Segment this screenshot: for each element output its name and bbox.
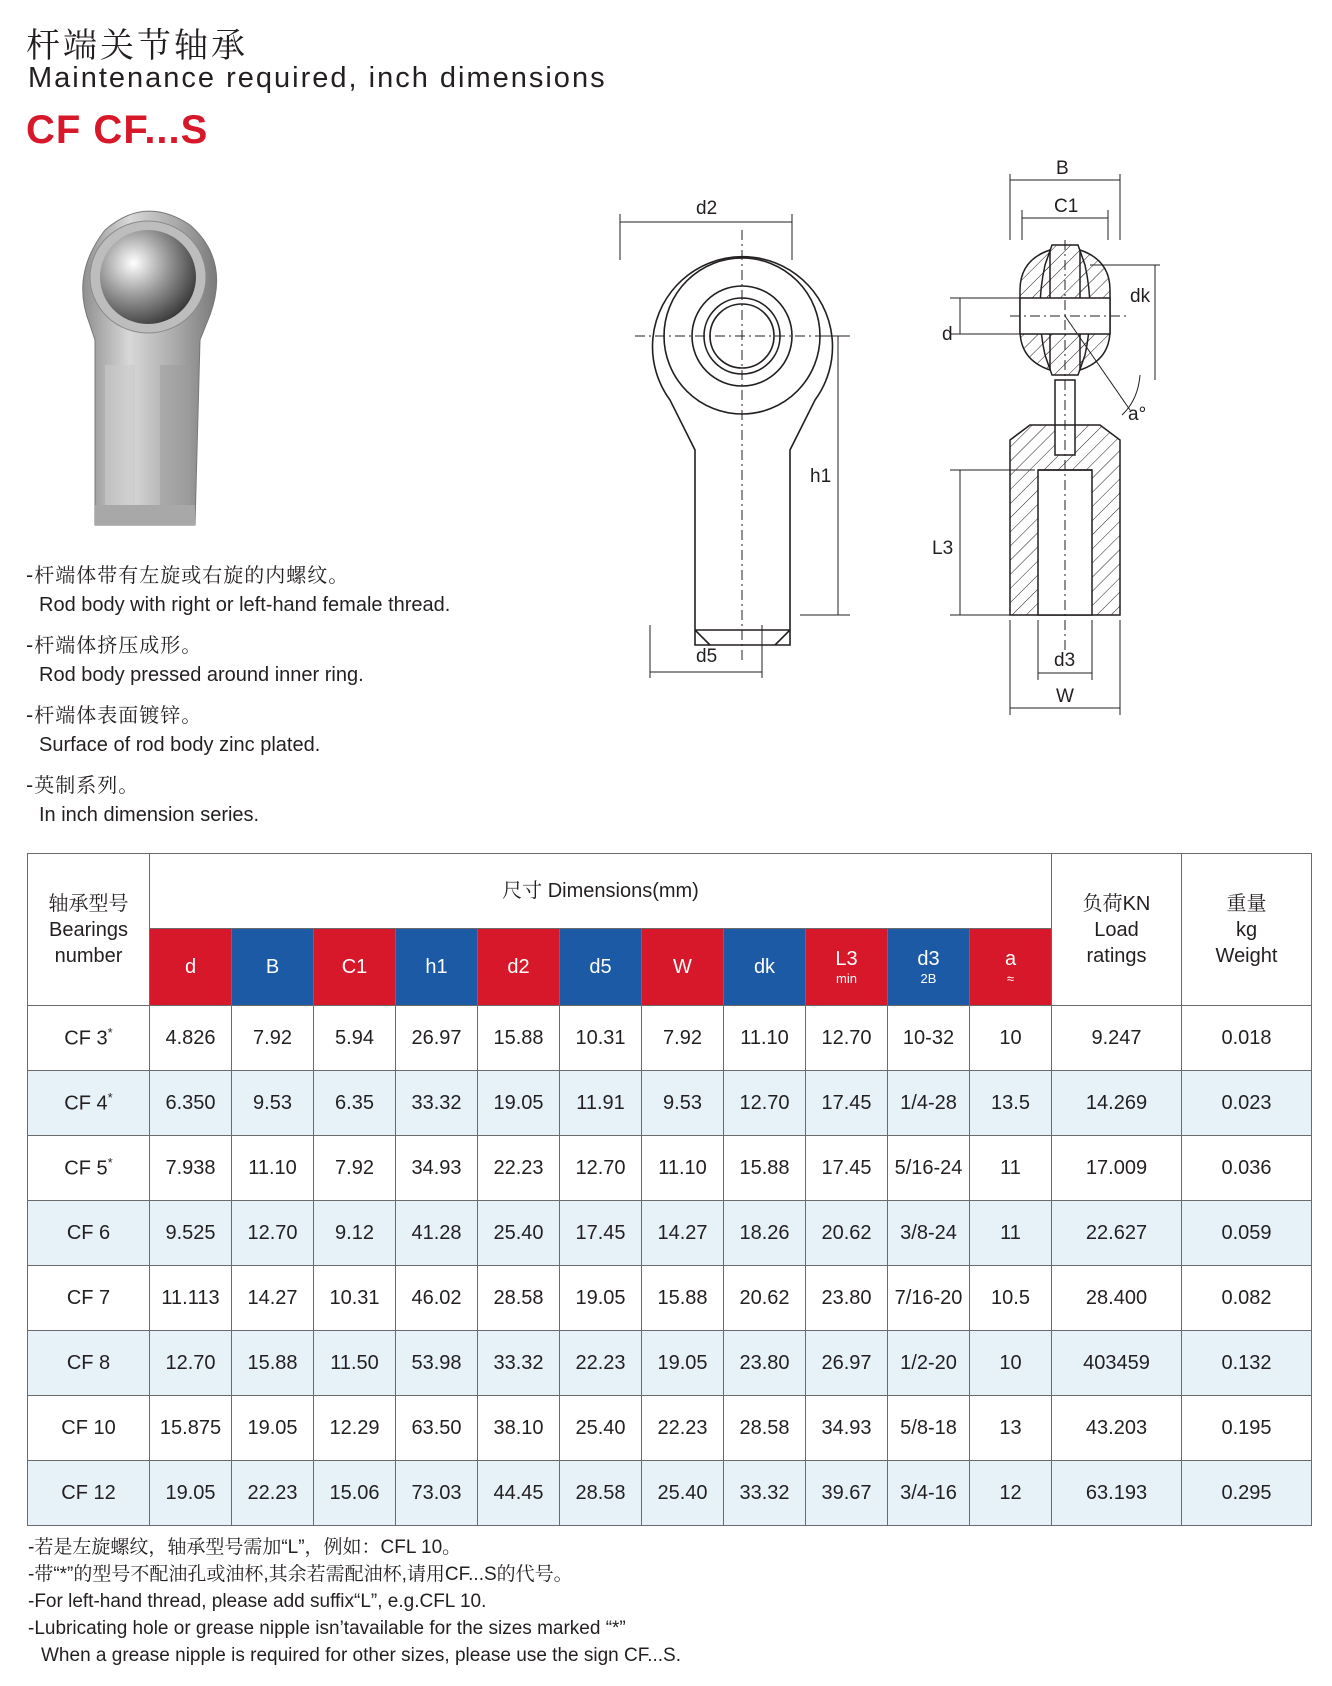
dimension-cell: 10.31 <box>560 1006 642 1071</box>
load-header-en1: Load <box>1094 918 1139 941</box>
dimension-cell: 26.97 <box>396 1006 478 1071</box>
model-cell <box>28 1201 150 1266</box>
dimension-cell: 23.80 <box>806 1266 888 1331</box>
label-B: B <box>1056 158 1069 179</box>
label-d5: d5 <box>696 646 718 667</box>
note-line: -For left-hand thread, please add suffix“L”, e.g.CFL 10. <box>28 1591 487 1612</box>
dimension-cell: 63.50 <box>396 1396 478 1461</box>
load-header-en2: ratings <box>1086 944 1147 967</box>
dimension-cell: 12.70 <box>806 1006 888 1071</box>
dimension-cell: 19.05 <box>642 1331 724 1396</box>
label-a: a° <box>1128 404 1147 425</box>
weight-header-en: Weight <box>1215 944 1278 967</box>
model-header-cn: 轴承型号 <box>48 892 129 915</box>
column-subscript: min <box>836 971 857 986</box>
dimension-cell: 22.23 <box>642 1396 724 1461</box>
dimension-cell: 22.23 <box>560 1331 642 1396</box>
feature-en: Rod body with right or left-hand female thread. <box>39 594 451 616</box>
column-symbol: B <box>265 956 280 978</box>
no-lube-marker: * <box>107 1155 113 1171</box>
table-row <box>28 1006 1312 1071</box>
dimension-cell: 7/16-20 <box>888 1266 970 1331</box>
model-number: CF 12 <box>61 1481 116 1504</box>
column-header-d2 <box>478 929 560 1006</box>
column-symbol: dk <box>753 956 776 978</box>
column-symbol: a <box>1004 948 1017 970</box>
column-symbol: d <box>184 956 197 978</box>
dimension-cell: 12.70 <box>150 1331 232 1396</box>
dimension-cell: 26.97 <box>806 1331 888 1396</box>
dimension-cell: 19.05 <box>560 1266 642 1331</box>
load-cell: 63.193 <box>1052 1461 1182 1526</box>
dimension-cell: 3/8-24 <box>888 1201 970 1266</box>
dimension-cell: 10 <box>970 1331 1052 1396</box>
load-header <box>1052 854 1182 1006</box>
dimension-cell: 33.32 <box>724 1461 806 1526</box>
load-header-cn: 负荷KN <box>1082 892 1151 915</box>
load-cell: 403459 <box>1052 1331 1182 1396</box>
model-number: CF 7 <box>66 1286 111 1309</box>
dimension-cell: 41.28 <box>396 1201 478 1266</box>
column-header-l3 <box>806 929 888 1006</box>
weight-cell: 0.295 <box>1182 1461 1312 1526</box>
dimension-cell: 11.50 <box>314 1331 396 1396</box>
dimension-cell: 1/4-28 <box>888 1071 970 1136</box>
dimension-cell: 11.10 <box>642 1136 724 1201</box>
dimension-cell: 7.938 <box>150 1136 232 1201</box>
column-header-dk <box>724 929 806 1006</box>
dimension-cell: 7.92 <box>314 1136 396 1201</box>
feature-en: In inch dimension series. <box>39 804 260 826</box>
load-cell: 43.203 <box>1052 1396 1182 1461</box>
column-header-w <box>642 929 724 1006</box>
dimension-cell: 10 <box>970 1006 1052 1071</box>
label-W: W <box>1056 686 1074 707</box>
note-line: When a grease nipple is required for other sizes, please use the sign CF...S. <box>41 1645 682 1666</box>
feature-cn: -杆端体表面镀锌。 <box>26 703 203 727</box>
dimension-cell: 15.88 <box>232 1331 314 1396</box>
dimension-cell: 19.05 <box>478 1071 560 1136</box>
weight-cell: 0.132 <box>1182 1331 1312 1396</box>
dimension-cell: 33.32 <box>396 1071 478 1136</box>
dimension-cell: 12.70 <box>560 1136 642 1201</box>
dimension-cell: 15.06 <box>314 1461 396 1526</box>
dimensions-header: 尺寸 Dimensions(mm) <box>150 854 1052 929</box>
dimension-cell: 10.31 <box>314 1266 396 1331</box>
feature-cn: -英制系列。 <box>26 773 140 797</box>
table-row <box>28 1201 1312 1266</box>
no-lube-marker: * <box>107 1025 113 1041</box>
dimension-cell: 9.525 <box>150 1201 232 1266</box>
weight-cell: 0.059 <box>1182 1201 1312 1266</box>
label-d3: d3 <box>1054 650 1076 671</box>
model-cell <box>28 1331 150 1396</box>
column-symbol: W <box>673 956 692 978</box>
table-row <box>28 1071 1312 1136</box>
dimension-cell: 10.5 <box>970 1266 1052 1331</box>
dimension-cell: 1/2-20 <box>888 1331 970 1396</box>
dimension-cell: 5/16-24 <box>888 1136 970 1201</box>
dimension-cell: 12.70 <box>232 1201 314 1266</box>
dimension-cell: 18.26 <box>724 1201 806 1266</box>
dimension-cell: 19.05 <box>232 1396 314 1461</box>
dimension-cell: 25.40 <box>642 1461 724 1526</box>
dimension-cell: 9.12 <box>314 1201 396 1266</box>
dimension-cell: 17.45 <box>806 1071 888 1136</box>
side-section-drawing <box>932 158 1250 780</box>
load-cell: 17.009 <box>1052 1136 1182 1201</box>
model-header <box>28 854 150 1006</box>
column-symbol: h1 <box>425 956 448 978</box>
column-symbol: C1 <box>341 956 368 978</box>
dimension-cell: 15.88 <box>724 1136 806 1201</box>
page-title-en: Maintenance required, inch dimensions <box>28 62 607 94</box>
feature-item <box>26 700 586 760</box>
dimension-cell: 33.32 <box>478 1331 560 1396</box>
dimension-cell: 25.40 <box>478 1201 560 1266</box>
dimension-cell: 7.92 <box>642 1006 724 1071</box>
weight-cell: 0.195 <box>1182 1396 1312 1461</box>
weight-header <box>1182 854 1312 1006</box>
model-header-en2: number <box>54 944 123 967</box>
dimension-cell: 34.93 <box>396 1136 478 1201</box>
dimension-cell: 25.40 <box>560 1396 642 1461</box>
dimension-cell: 15.875 <box>150 1396 232 1461</box>
front-view-drawing <box>640 200 920 740</box>
dimension-cell: 15.88 <box>642 1266 724 1331</box>
dimension-cell: 28.58 <box>724 1396 806 1461</box>
column-header-d5 <box>560 929 642 1006</box>
dimension-cell: 5.94 <box>314 1006 396 1071</box>
feature-en: Rod body pressed around inner ring. <box>39 664 364 686</box>
load-cell: 22.627 <box>1052 1201 1182 1266</box>
column-header-a <box>970 929 1052 1006</box>
model-number: CF 10 <box>61 1416 116 1439</box>
label-d2: d2 <box>696 198 718 219</box>
feature-item <box>26 770 586 830</box>
dimension-cell: 13.5 <box>970 1071 1052 1136</box>
load-cell: 28.400 <box>1052 1266 1182 1331</box>
weight-header-cn: 重量 <box>1226 892 1267 915</box>
weight-cell: 0.036 <box>1182 1136 1312 1201</box>
dimension-cell: 11 <box>970 1136 1052 1201</box>
dimension-cell: 14.27 <box>642 1201 724 1266</box>
dimension-cell: 23.80 <box>724 1331 806 1396</box>
label-L3: L3 <box>932 538 954 559</box>
dimension-cell: 13 <box>970 1396 1052 1461</box>
dimension-cell: 15.88 <box>478 1006 560 1071</box>
model-cell <box>28 1396 150 1461</box>
weight-cell: 0.082 <box>1182 1266 1312 1331</box>
table-row <box>28 1461 1312 1526</box>
model-number: CF 8 <box>66 1351 111 1374</box>
table-row <box>28 1136 1312 1201</box>
dimension-cell: 11 <box>970 1201 1052 1266</box>
model-number: CF 4 <box>64 1092 108 1115</box>
feature-cn: -杆端体带有左旋或右旋的内螺纹。 <box>26 563 350 587</box>
dimension-cell: 28.58 <box>560 1461 642 1526</box>
dimension-cell: 5/8-18 <box>888 1396 970 1461</box>
column-header-h1 <box>396 929 478 1006</box>
product-photo <box>60 205 235 530</box>
model-number: CF 3 <box>64 1027 108 1050</box>
dimension-cell: 14.27 <box>232 1266 314 1331</box>
model-header-en1: Bearings <box>49 918 128 941</box>
dimension-cell: 9.53 <box>642 1071 724 1136</box>
dimension-cell: 3/4-16 <box>888 1461 970 1526</box>
dimension-cell: 12 <box>970 1461 1052 1526</box>
model-cell <box>28 1006 150 1071</box>
note-line: -带“*”的型号不配油孔或油杯,其余若需配油杯,请用CF...S的代号。 <box>28 1564 573 1585</box>
label-d: d <box>942 324 953 345</box>
model-cell <box>28 1136 150 1201</box>
table-row <box>28 1331 1312 1396</box>
dimension-cell: 10-32 <box>888 1006 970 1071</box>
feature-en: Surface of rod body zinc plated. <box>39 734 321 756</box>
dimension-cell: 7.92 <box>232 1006 314 1071</box>
note-line: -若是左旋螺纹，轴承型号需加“L”，例如：CFL 10。 <box>28 1537 462 1558</box>
model-number: CF 5 <box>64 1157 108 1180</box>
weight-cell: 0.018 <box>1182 1006 1312 1071</box>
column-header-b <box>232 929 314 1006</box>
series-code: CF CF...S <box>26 108 209 152</box>
feature-cn: -杆端体挤压成形。 <box>26 633 203 657</box>
dimension-cell: 17.45 <box>806 1136 888 1201</box>
spec-table <box>27 853 1312 1526</box>
column-subscript: 2B <box>920 971 937 986</box>
label-h1: h1 <box>810 466 832 487</box>
column-header-d3 <box>888 929 970 1006</box>
dimension-cell: 6.35 <box>314 1071 396 1136</box>
dimension-cell: 22.23 <box>478 1136 560 1201</box>
dimension-cell: 9.53 <box>232 1071 314 1136</box>
label-C1: C1 <box>1054 196 1079 217</box>
dimension-cell: 6.350 <box>150 1071 232 1136</box>
feature-list <box>26 560 586 840</box>
weight-header-unit: kg <box>1235 918 1258 941</box>
weight-cell: 0.023 <box>1182 1071 1312 1136</box>
table-row <box>28 1266 1312 1331</box>
dimension-cell: 44.45 <box>478 1461 560 1526</box>
dimension-cell: 73.03 <box>396 1461 478 1526</box>
dimension-cell: 20.62 <box>724 1266 806 1331</box>
model-number: CF 6 <box>66 1221 111 1244</box>
load-cell: 14.269 <box>1052 1071 1182 1136</box>
no-lube-marker: * <box>107 1090 113 1106</box>
column-symbol: L3 <box>835 948 858 970</box>
dimension-cell: 22.23 <box>232 1461 314 1526</box>
dimension-cell: 20.62 <box>806 1201 888 1266</box>
column-header-c1 <box>314 929 396 1006</box>
label-dk: dk <box>1130 286 1151 307</box>
column-symbol: d2 <box>507 956 530 978</box>
dimension-cell: 4.826 <box>150 1006 232 1071</box>
table-row <box>28 1396 1312 1461</box>
column-symbol: d5 <box>589 956 612 978</box>
feature-item <box>26 630 586 690</box>
dimension-cell: 19.05 <box>150 1461 232 1526</box>
dimension-cell: 46.02 <box>396 1266 478 1331</box>
model-cell <box>28 1266 150 1331</box>
dimension-cell: 11.10 <box>724 1006 806 1071</box>
page-title-cn: 杆端关节轴承 <box>26 26 248 66</box>
feature-item <box>26 560 586 620</box>
dimension-cell: 11.10 <box>232 1136 314 1201</box>
dimension-cell: 28.58 <box>478 1266 560 1331</box>
model-cell <box>28 1461 150 1526</box>
column-symbol: d3 <box>917 948 940 970</box>
dimension-cell: 12.70 <box>724 1071 806 1136</box>
note-line: -Lubricating hole or grease nipple isn’tavailable for the sizes marked “*” <box>28 1618 626 1639</box>
dimension-cell: 38.10 <box>478 1396 560 1461</box>
dimension-cell: 39.67 <box>806 1461 888 1526</box>
dimension-cell: 34.93 <box>806 1396 888 1461</box>
dimension-cell: 11.113 <box>150 1266 232 1331</box>
model-cell <box>28 1071 150 1136</box>
dimension-cell: 17.45 <box>560 1201 642 1266</box>
footnotes <box>28 1534 1228 1669</box>
dimension-cell: 11.91 <box>560 1071 642 1136</box>
dimension-cell: 12.29 <box>314 1396 396 1461</box>
column-subscript: ≈ <box>1006 971 1015 986</box>
column-header-d <box>150 929 232 1006</box>
dimension-cell: 53.98 <box>396 1331 478 1396</box>
load-cell: 9.247 <box>1052 1006 1182 1071</box>
